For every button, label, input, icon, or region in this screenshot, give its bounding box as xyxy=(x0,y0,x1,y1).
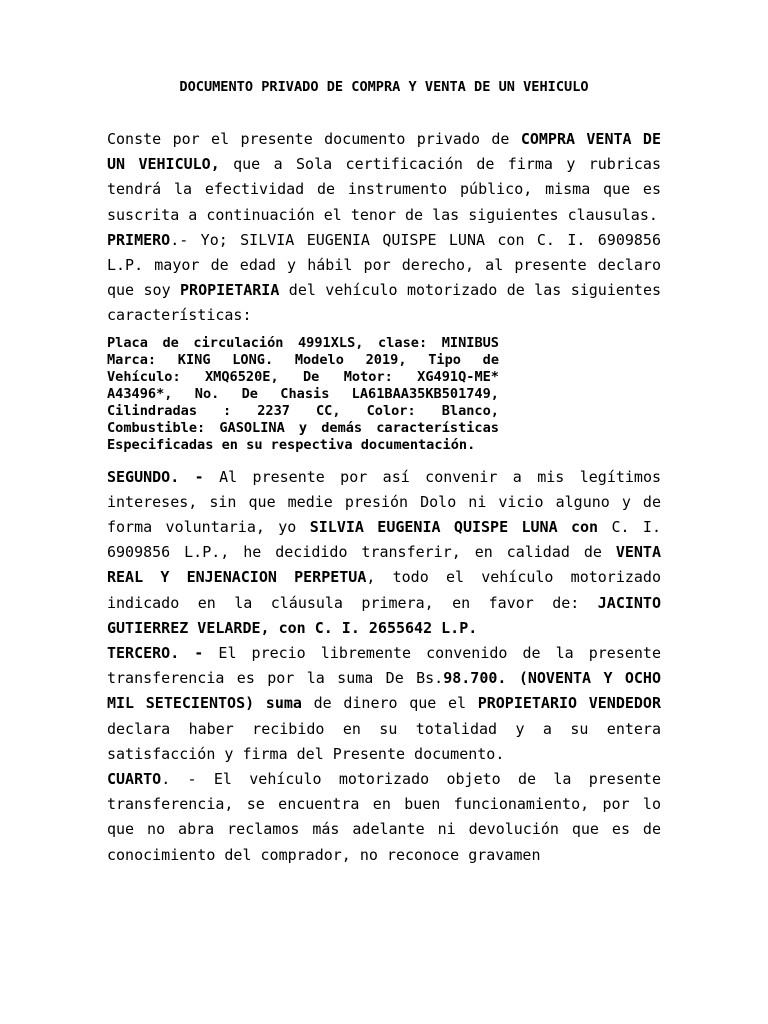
primero-text-2: del vehículo motorizado de las siguientes características: xyxy=(107,281,661,325)
intro-paragraph xyxy=(107,127,661,228)
segundo-text-2: C. I. 6909856 L.P., he decidido transferir, en calidad de xyxy=(107,518,661,562)
tercero-heading: TERCERO. - xyxy=(107,644,204,663)
cuarto-text-1: . - El vehículo motorizado objeto de la presente transferencia, se encuentra en buen funcionamiento, por lo que no abra reclamos más adelante ni devolución que es de conocimiento del comprador, no reconoce gravamen xyxy=(107,770,661,864)
intro-bold-1: COMPRA VENTA DE UN VEHICULO, xyxy=(107,130,661,174)
segundo-heading: SEGUNDO. - xyxy=(107,467,204,486)
clause-tercero xyxy=(107,641,661,767)
document-body xyxy=(107,127,661,868)
primero-heading: PRIMERO xyxy=(107,230,171,249)
primero-text-1: .- Yo; SILVIA EUGENIA QUISPE LUNA con C. I. 6909856 L.P. mayor de edad y hábil por derecho, al presente declaro que soy xyxy=(107,230,661,300)
segundo-text-1: Al presente por así convenir a mis legítimos intereses, sin que medie presión Dolo ni vicio alguno y de forma voluntaria, yo xyxy=(107,467,662,537)
segundo-bold-4: JACINTO GUTIERREZ VELARDE, con C. I. 2655642 L.P. xyxy=(107,593,661,637)
intro-text-2: que a Sola certificación de firma y rubricas tendrá la efectividad de instrumento público, misma que es suscrita a continuación el tenor de las siguientes clausulas. xyxy=(107,155,661,224)
vehicle-details: Placa de circulación 4991XLS, clase: MINIBUS Marca: KING LONG. Modelo 2019, Tipo de Vehículo: XMQ6520E, De Motor: XG491Q-ME* A43496*, No. De Chasis LA61BAA35KB501749, Cilindradas : 2237 CC, Color: Blanco, Combustible: GASOLINA y demás características Especificadas en su respectiva documentación. xyxy=(107,334,499,453)
tercero-text-3: declara haber recibido en su totalidad y a su entera satisfacción y firma del Presente documento. xyxy=(107,719,661,763)
tercero-text-1: El precio libremente convenido de la presente transferencia es por la suma De Bs. xyxy=(107,644,661,688)
tercero-text-2: de dinero que el xyxy=(301,694,478,713)
cuarto-heading: CUARTO xyxy=(107,770,162,789)
tercero-bold-2: 98.700. (NOVENTA Y OCHO MIL SETECIENTOS) suma xyxy=(107,669,661,713)
segundo-bold-3: VENTA REAL Y ENJENACION PERPETUA xyxy=(107,543,661,587)
intro-text-1: Conste por el presente documento privado de xyxy=(107,130,521,148)
document-title: DOCUMENTO PRIVADO DE COMPRA Y VENTA DE UN VEHICULO xyxy=(179,79,589,95)
primero-bold-2: PROPIETARIA xyxy=(180,281,280,300)
tercero-bold-3: PROPIETARIO VENDEDOR xyxy=(477,694,661,713)
segundo-text-3: , todo el vehículo motorizado indicado en la cláusula primera, en favor de: xyxy=(107,568,661,612)
clause-cuarto xyxy=(107,767,661,868)
vehicle-details-block xyxy=(107,329,661,458)
segundo-bold-2: SILVIA EUGENIA QUISPE LUNA con xyxy=(309,518,599,537)
clause-segundo xyxy=(107,465,661,641)
clause-primero xyxy=(107,228,661,329)
